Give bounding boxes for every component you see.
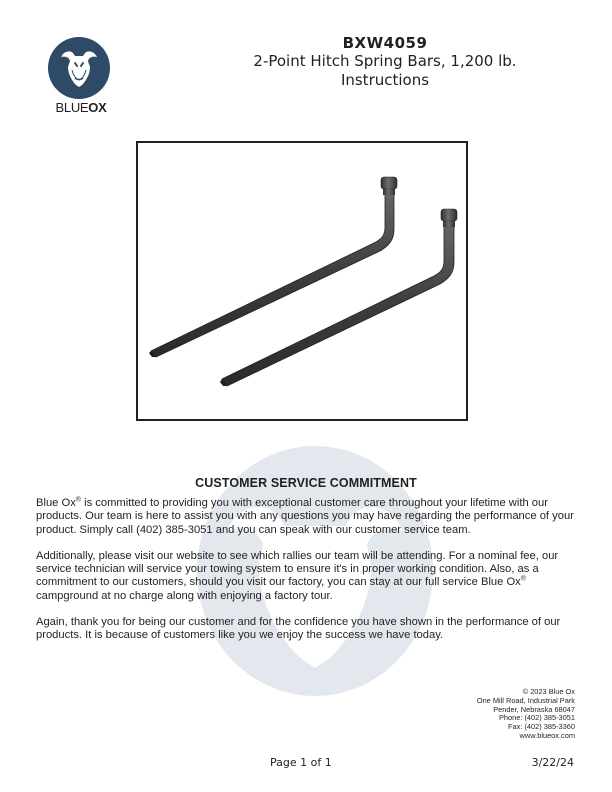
product-title: 2-Point Hitch Spring Bars, 1,200 lb. <box>253 52 517 70</box>
page-number: Page 1 of 1 <box>270 756 332 769</box>
p2-tail: campground at no charge along with enjoying a factory tour. <box>36 589 333 602</box>
copyright: © 2023 Blue Ox <box>522 687 575 696</box>
blue-ox-logo <box>43 37 119 117</box>
revision-date: 3/22/24 <box>531 756 574 769</box>
part-number: BXW4059 <box>342 34 428 52</box>
phone-number: Phone: (402) 385-3051 <box>498 713 575 723</box>
document-type: Instructions <box>340 71 430 89</box>
website: www.blueox.com <box>519 730 575 740</box>
p2-brand: Ox <box>506 576 521 589</box>
company-address <box>477 688 575 741</box>
paragraph-3: Again, thank you for being our customer and for the confidence you have shown in the performance of our products. It is because of customers like you we enjoy the success we have today. <box>36 616 561 642</box>
p1-text: is committed to providing you with exceptional customer care throughout your lifetime with our products. Our team is here to assist you with any questions you may have regarding the performance of your product. Simply call (402) 385-3051 and you can speak with our customer service team. <box>36 497 574 536</box>
paragraph-2 <box>36 550 576 603</box>
street-address: One Mill Road, Industrial Park <box>476 695 575 705</box>
fax-number: Fax: (402) 385-3360 <box>508 722 575 732</box>
p2-registered-mark: ® <box>520 575 526 583</box>
spring-bar-2 <box>220 209 457 386</box>
logo-wordmark <box>43 100 119 115</box>
logo-word-ox: OX <box>88 100 107 115</box>
city-state-zip: Pender, Nebraska 68047 <box>493 704 575 714</box>
document-header <box>220 34 550 90</box>
logo-word-blue: BLUE <box>55 100 89 115</box>
section-heading: CUSTOMER SERVICE COMMITMENT <box>195 476 417 490</box>
p1-brand: Blue Ox <box>36 497 76 509</box>
spring-bar-1 <box>149 177 397 357</box>
spring-bars-drawing <box>138 143 466 419</box>
product-illustration <box>136 141 468 421</box>
p2-text: Additionally, please visit our website to see which rallies our team will be attending. For a nominal fee, our service technician will service your towing system to ensure it's in proper working condition. Also, as a commitment to our customers, should you visit our factory, you can stay at our full service Blue <box>36 549 559 589</box>
p1-registered-mark: ® <box>75 496 81 504</box>
paragraph-1 <box>36 497 576 537</box>
customer-service-section <box>36 476 576 656</box>
ox-head-icon <box>48 37 110 99</box>
